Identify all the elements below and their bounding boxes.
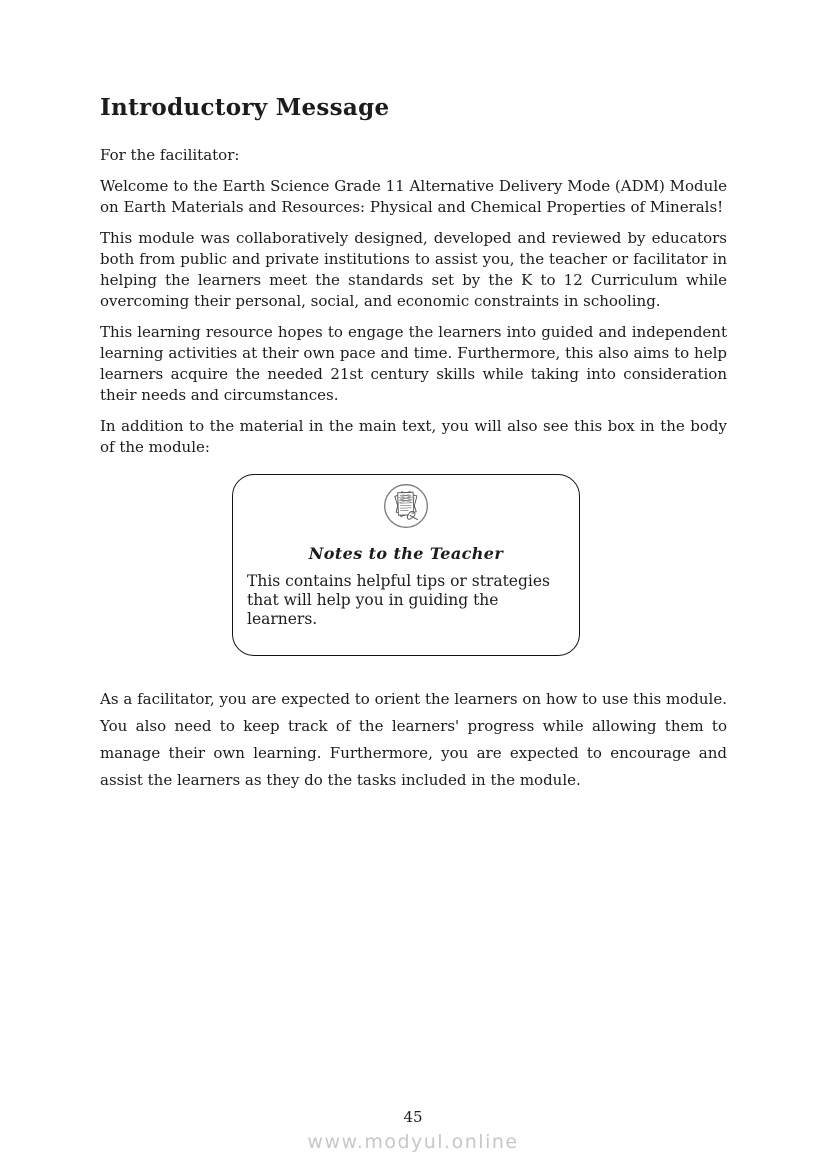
watermark: www.modyul.online bbox=[307, 1131, 519, 1153]
notes-papers-icon bbox=[247, 483, 565, 531]
paragraph-box-intro: In addition to the material in the main text, you will also see this box in the body of the module: bbox=[100, 417, 727, 456]
paragraph-learning-resource: This learning resource hopes to engage the learners into guided and independent learning activities at their own pace and time. Furthermore, this also aims to help learners acquire the needed 21st century skills while taking into consideration their needs and circumstances. bbox=[100, 323, 727, 404]
note-box-body: This contains helpful tips or strategies that will help you in guiding the learners. bbox=[247, 572, 550, 628]
facilitator-line: For the facilitator: bbox=[100, 146, 240, 164]
page-number: 45 bbox=[403, 1108, 423, 1126]
notes-to-teacher-box bbox=[232, 474, 580, 656]
note-box-title: Notes to the Teacher bbox=[308, 544, 504, 563]
page-title: Introductory Message bbox=[100, 94, 390, 121]
paragraph-welcome: Welcome to the Earth Science Grade 11 Alternative Delivery Mode (ADM) Module on Earth Materials and Resources: Physical and Chemical Properties of Minerals! bbox=[100, 177, 727, 216]
page-footer bbox=[0, 1108, 826, 1169]
paragraph-module-design: This module was collaboratively designed, developed and reviewed by educators both from public and private institutions to assist you, the teacher or facilitator in helping the learners meet the standards set by the K to 12 Curriculum while overcoming their personal, social, and economic constraints in schooling. bbox=[100, 229, 727, 310]
closing-paragraph: As a facilitator, you are expected to orient the learners on how to use this module. You also need to keep track of the learners' progress while allowing them to manage their own learning. Furthermore, you are expected to encourage and assist the learners as they do the tasks included in the module. bbox=[100, 690, 727, 789]
